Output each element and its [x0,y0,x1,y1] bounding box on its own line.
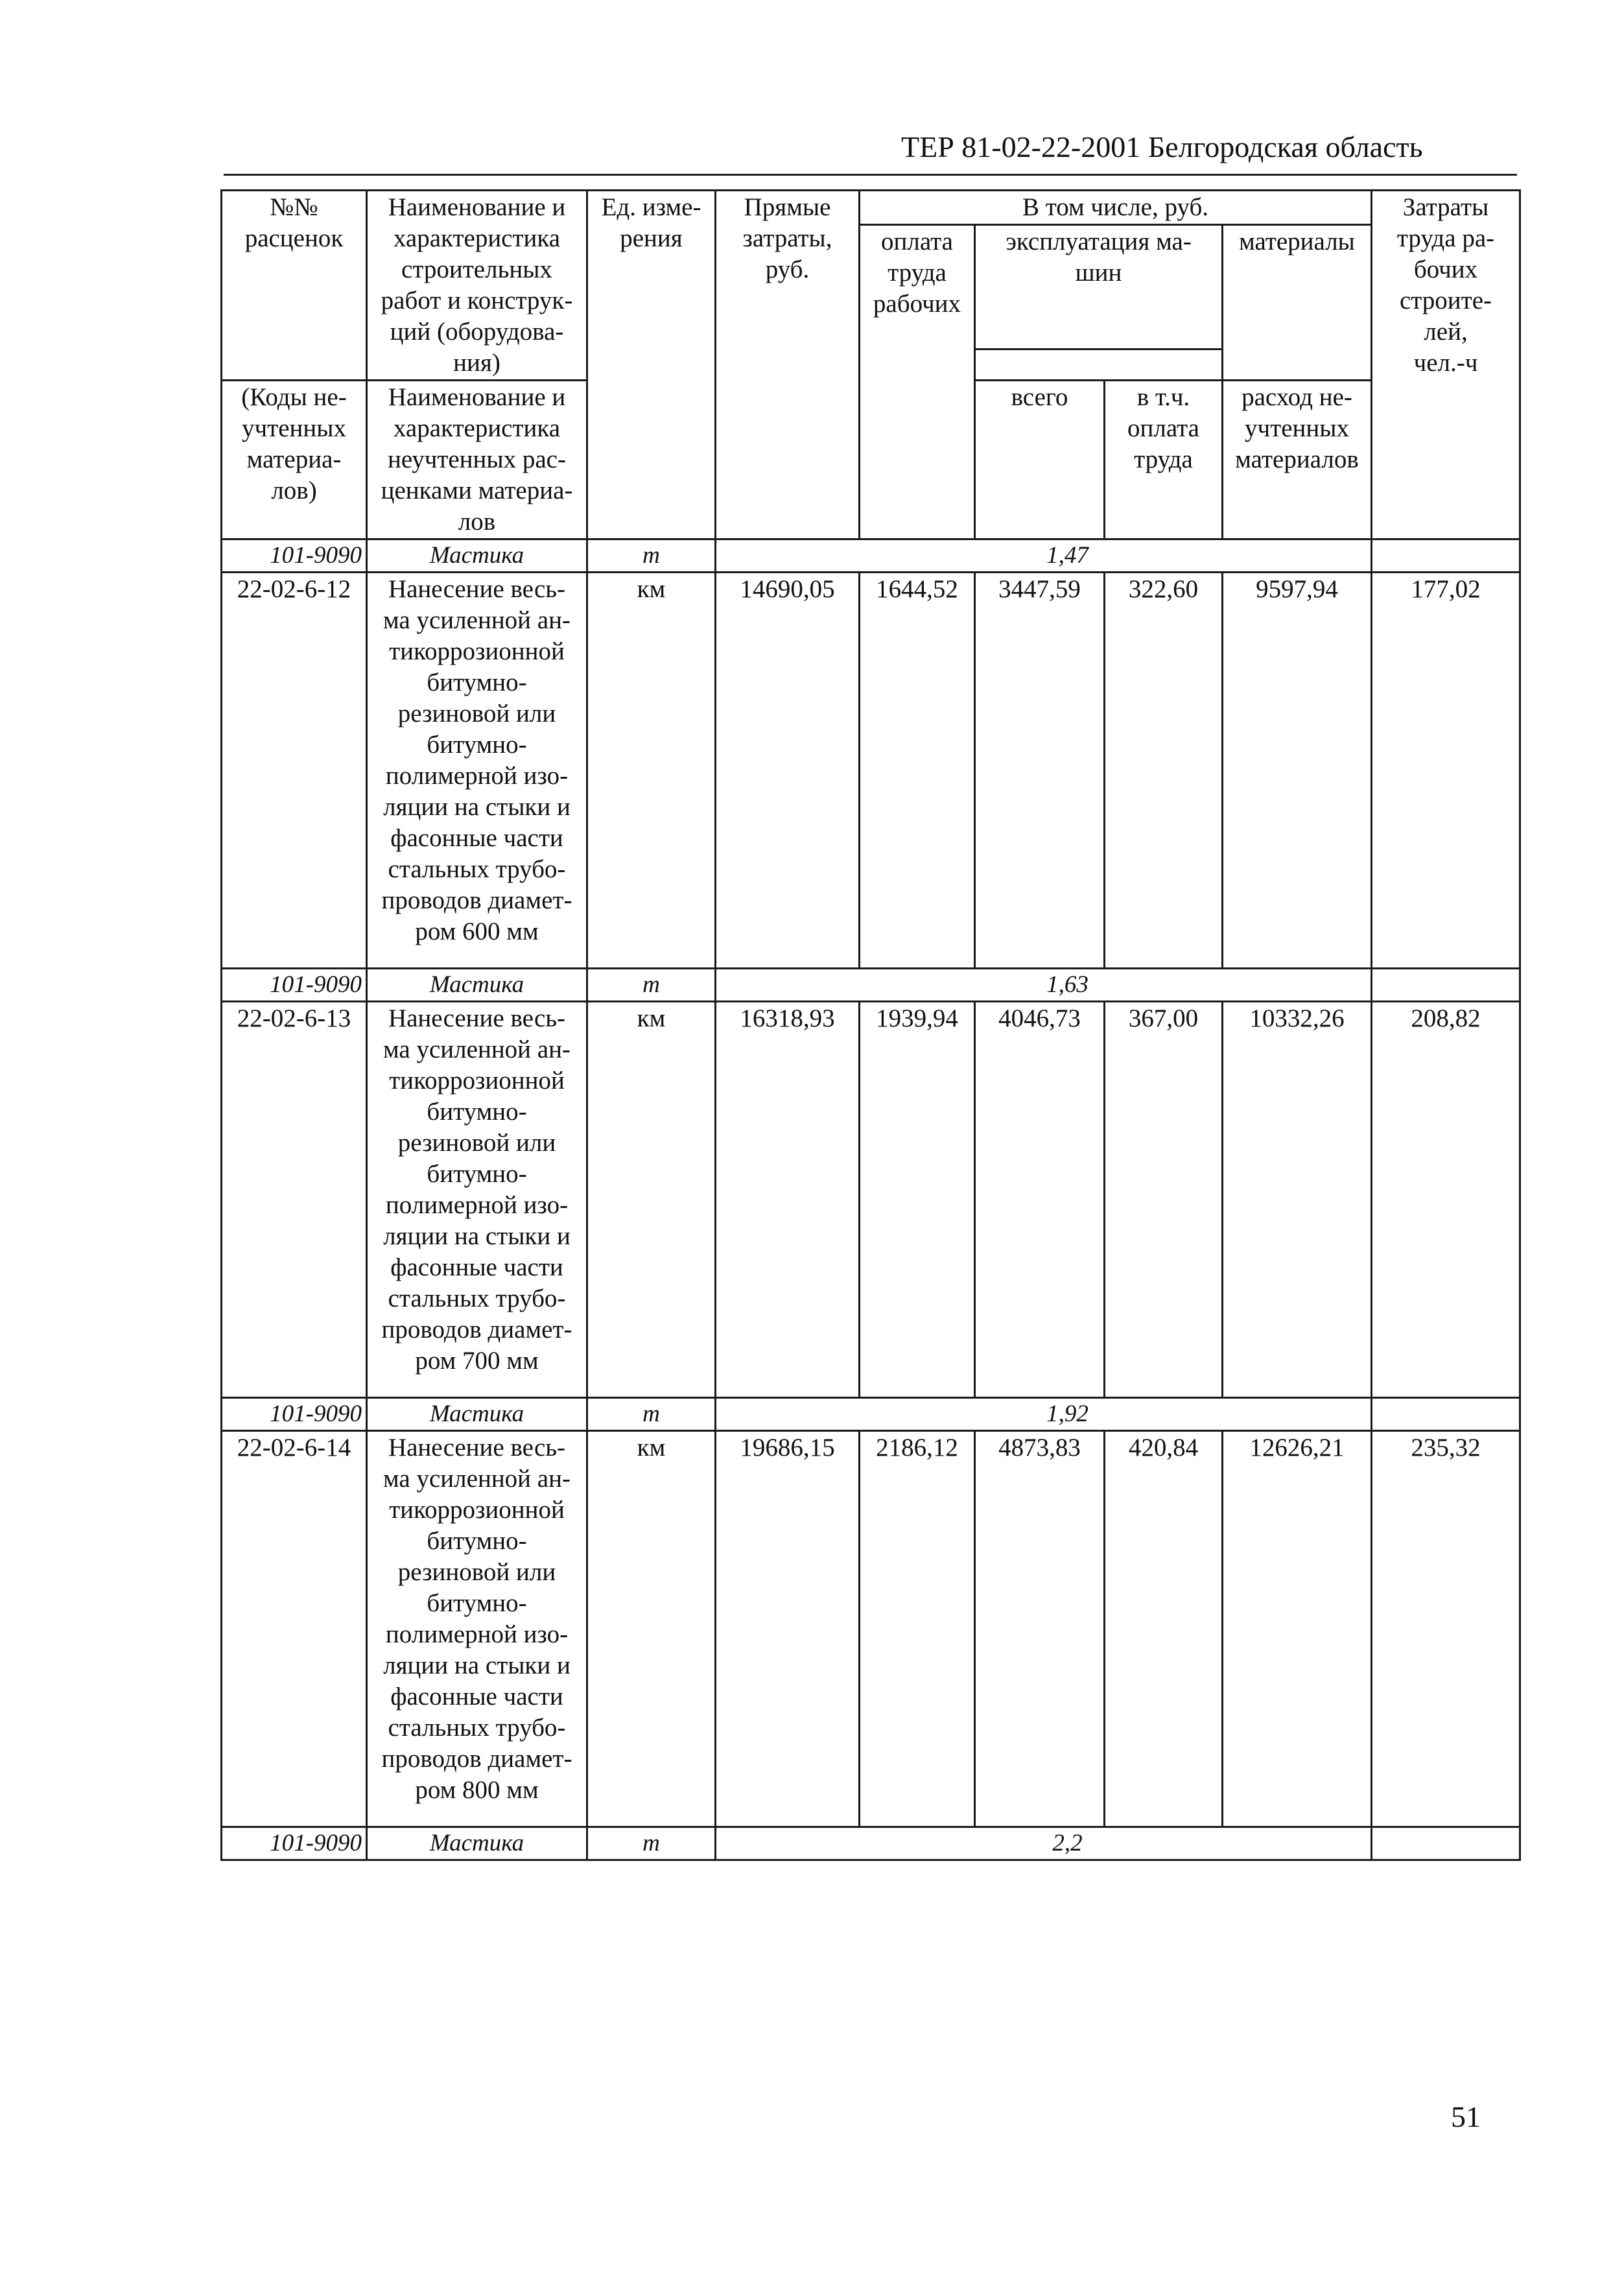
header-machines-wages: в т.ч. оплата труда [1105,381,1223,539]
material-unit: т [587,1398,716,1431]
header-direct-costs: Прямые затраты, руб. [716,191,860,539]
rate-wages: 1939,94 [860,1002,975,1398]
header-unit: Ед. изме- рения [587,191,716,539]
header-labor-costs: Затраты труда ра- бочих строите- лей, чел.-ч [1372,191,1520,539]
header-including: В том числе, руб. [860,191,1372,225]
rate-materials: 12626,21 [1223,1431,1372,1827]
rate-code: 22-02-6-13 [222,1002,367,1398]
document-header: ТЕР 81-02-22-2001 Белгородская область [901,130,1423,163]
rate-name: Нанесение весь- ма усиленной ан- тикоррозионной битумно- резиновой или битумно- полимерной изо- ляции на стыки и фасонные части стальных трубо- проводов диамет- ром 800 мм [367,1431,587,1827]
material-quantity: 1,92 [716,1398,1372,1431]
material-code: 101-9090 [222,539,367,573]
rate-labor-costs: 177,02 [1372,573,1520,969]
rate-unit: км [587,1002,716,1398]
material-code: 101-9090 [222,969,367,1002]
rate-row [222,1002,1520,1398]
rate-row [222,1431,1520,1827]
rate-labor-costs: 208,82 [1372,1002,1520,1398]
material-row [222,1827,1520,1860]
material-unit: т [587,1827,716,1860]
material-quantity: 1,63 [716,969,1372,1002]
material-unit: т [587,969,716,1002]
material-unit: т [587,539,716,573]
material-quantity: 2,2 [716,1827,1372,1860]
rate-wages: 1644,52 [860,573,975,969]
rate-wages: 2186,12 [860,1431,975,1827]
rate-direct-costs: 19686,15 [716,1431,860,1827]
empty-cell [1372,1827,1520,1860]
material-name: Мастика [367,969,587,1002]
header-code: №№ расценок [222,191,367,381]
header-row-1 [222,191,1520,225]
rate-materials: 10332,26 [1223,1002,1372,1398]
rate-unit: км [587,1431,716,1827]
rate-direct-costs: 16318,93 [716,1002,860,1398]
header-material-name: Наименование и характеристика неучтенных рас- ценками материа- лов [367,381,587,539]
table-body [222,191,1520,1860]
rate-materials: 9597,94 [1223,573,1372,969]
rate-machines-wages: 322,60 [1105,573,1223,969]
header-material-consumption: расход не- учтенных материалов [1223,381,1372,539]
rate-name: Нанесение весь- ма усиленной ан- тикоррозионной битумно- резиновой или битумно- полимерной изо- ляции на стыки и фасонные части стальных трубо- проводов диамет- ром 700 мм [367,1002,587,1398]
header-rule [224,174,1517,176]
rate-machines-total: 3447,59 [975,573,1105,969]
page-number: 51 [1451,2100,1481,2133]
material-row [222,969,1520,1002]
rate-code: 22-02-6-12 [222,573,367,969]
material-row [222,1398,1520,1431]
material-code: 101-9090 [222,1827,367,1860]
empty-cell [1372,1398,1520,1431]
empty-cell [1372,969,1520,1002]
header-wages: оплата труда рабочих [860,225,975,539]
header-materials: материалы [1223,225,1372,381]
material-code: 101-9090 [222,1398,367,1431]
material-name: Мастика [367,1398,587,1431]
rate-code: 22-02-6-14 [222,1431,367,1827]
material-name: Мастика [367,1827,587,1860]
header-name: Наименование и характеристика строительных работ и конструк- ций (оборудова- ния) [367,191,587,381]
empty-cell [1372,539,1520,573]
rate-machines-wages: 367,00 [1105,1002,1223,1398]
rate-direct-costs: 14690,05 [716,573,860,969]
rate-unit: км [587,573,716,969]
rate-row [222,573,1520,969]
material-quantity: 1,47 [716,539,1372,573]
header-material-codes: (Коды не- учтенных материа- лов) [222,381,367,539]
rate-machines-total: 4873,83 [975,1431,1105,1827]
rate-machines-total: 4046,73 [975,1002,1105,1398]
material-name: Мастика [367,539,587,573]
material-row [222,539,1520,573]
rate-name: Нанесение весь- ма усиленной ан- тикоррозионной битумно- резиновой или битумно- полимерной изо- ляции на стыки и фасонные части стальных трубо- проводов диамет- ром 600 мм [367,573,587,969]
rates-table [220,189,1521,1861]
header-machines: эксплуатация ма- шин [975,225,1223,349]
rate-labor-costs: 235,32 [1372,1431,1520,1827]
header-machines-total: всего [975,381,1105,539]
rate-machines-wages: 420,84 [1105,1431,1223,1827]
